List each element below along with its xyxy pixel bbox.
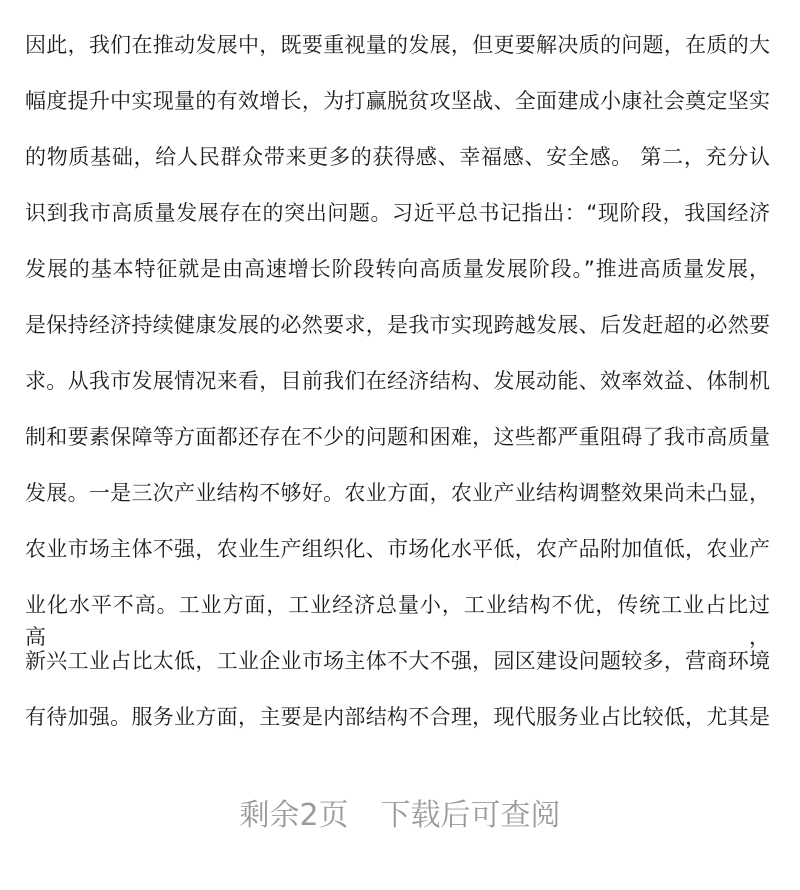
download-hint-label: 下载后可查阅 [380,798,561,833]
text-line: 是保持经济持续健康发展的必然要求，是我市实现跨越发展、后发赶超的必然要 [25,313,770,337]
text-line: 求。从我市发展情况来看，目前我们在经济结构、发展动能、效率效益、体制机 [25,369,770,393]
text-line: 识到我市高质量发展存在的突出问题。习近平总书记指出：“现阶段，我国经济 [25,201,770,225]
text-line: 因此，我们在推动发展中，既要重视量的发展，但更要解决质的问题，在质的大 [25,33,770,57]
text-line: 制和要素保障等方面都还存在不少的问题和困难，这些都严重阻碍了我市高质量 [25,425,770,449]
text-line: 发展的基本特征就是由高速增长阶段转向高质量发展阶段。”推进高质量发展， [25,257,770,281]
text-line: 有待加强。服务业方面，主要是内部结构不合理，现代服务业占比较低，尤其是 [25,705,770,729]
remaining-pages-label: 剩余2页 [239,798,349,833]
text-line: 业化水平不高。工业方面，工业经济总量小，工业结构不优，传统工业占比过高， [25,593,770,649]
text-line: 农业市场主体不强，农业生产组织化、市场化水平低，农产品附加值低，农业产 [25,537,770,561]
text-line: 的物质基础，给人民群众带来更多的获得感、幸福感、安全感。 第二，充分认 [25,145,770,169]
text-line: 幅度提升中实现量的有效增长，为打赢脱贫攻坚战、全面建成小康社会奠定坚实 [25,89,770,113]
text-line: 新兴工业占比太低，工业企业市场主体不大不强，园区建设问题较多，营商环境 [25,649,770,673]
text-line: 发展。一是三次产业结构不够好。农业方面，农业产业结构调整效果尚未凸显， [25,481,770,505]
download-prompt[interactable] [0,790,800,834]
